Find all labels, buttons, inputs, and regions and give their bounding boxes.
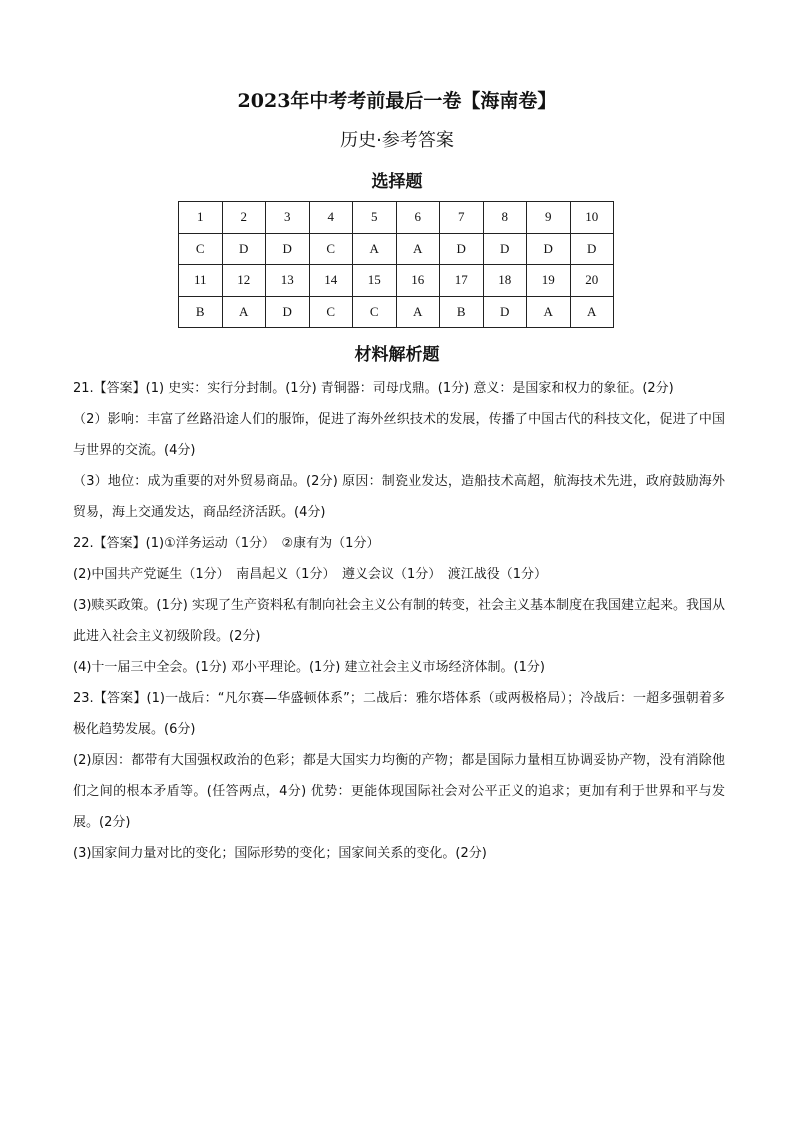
answer-text-body xyxy=(73,373,725,869)
table-cell: C xyxy=(179,233,223,265)
table-row xyxy=(179,265,614,297)
table-cell: C xyxy=(309,233,353,265)
table-cell: 5 xyxy=(353,202,397,234)
answer-paragraph: (2)中国共产党诞生（1分） 南昌起义（1分） 遵义会议（1分） 渡江战役（1分） xyxy=(73,567,547,582)
answer-paragraph: 21.【答案】(1) 史实：实行分封制。(1分) 青铜器：司母戊鼎。(1分) 意义：是国家和权力的象征。(2分) xyxy=(73,381,674,396)
table-cell: A xyxy=(222,296,266,328)
table-cell: 15 xyxy=(353,265,397,297)
table-cell: 20 xyxy=(570,265,614,297)
table-cell: 4 xyxy=(309,202,353,234)
table-row xyxy=(179,296,614,328)
table-cell: C xyxy=(309,296,353,328)
document-subtitle: 历史·参考答案 xyxy=(340,130,454,151)
table-cell: B xyxy=(179,296,223,328)
table-cell: 3 xyxy=(266,202,310,234)
answer-paragraph: (3)赎买政策。(1分) 实现了生产资料私有制向社会主义公有制的转变，社会主义基本制度在我国建立起来。我国从此进入社会主义初级阶段。(2分) xyxy=(73,598,725,644)
table-cell: D xyxy=(483,296,527,328)
answer-paragraph: (3)国家间力量对比的变化；国际形势的变化；国家间关系的变化。(2分) xyxy=(73,846,487,861)
table-cell: 1 xyxy=(179,202,223,234)
answer-paragraph: （2）影响：丰富了丝路沿途人们的服饰，促进了海外丝织技术的发展，传播了中国古代的科技文化，促进了中国与世界的交流。(4分) xyxy=(73,412,725,458)
table-cell: 16 xyxy=(396,265,440,297)
table-cell: 7 xyxy=(440,202,484,234)
section-heading-material: 材料解析题 xyxy=(354,345,440,365)
table-cell: D xyxy=(266,296,310,328)
table-cell: 8 xyxy=(483,202,527,234)
table-cell: D xyxy=(483,233,527,265)
table-cell: 10 xyxy=(570,202,614,234)
table-cell: 18 xyxy=(483,265,527,297)
table-row xyxy=(179,202,614,234)
answer-paragraph: (4)十一届三中全会。(1分) 邓小平理论。(1分) 建立社会主义市场经济体制。(1分) xyxy=(73,660,545,675)
table-cell: 9 xyxy=(527,202,571,234)
answer-paragraph: 22.【答案】(1)①洋务运动（1分） ②康有为（1分） xyxy=(73,536,380,551)
answer-paragraph: 23.【答案】(1)一战后：“凡尔赛—华盛顿体系”；二战后：雅尔塔体系（或两极格局）；冷战后：一超多强朝着多极化趋势发展。(6分) xyxy=(73,691,725,737)
table-cell: D xyxy=(266,233,310,265)
table-cell: 12 xyxy=(222,265,266,297)
answer-paragraph: （3）地位：成为重要的对外贸易商品。(2分) 原因：制瓷业发达，造船技术高超，航海技术先进，政府鼓励海外贸易，海上交通发达，商品经济活跃。(4分) xyxy=(73,474,725,520)
table-cell: B xyxy=(440,296,484,328)
answer-paragraph: (2)原因：都带有大国强权政治的色彩；都是大国实力均衡的产物；都是国际力量相互协调妥协产物，没有消除他们之间的根本矛盾等。(任答两点，4分) 优势：更能体现国际社会对公平正义的追求；更加有利于世界和平与发展。(2分) xyxy=(73,753,725,830)
table-cell: A xyxy=(396,233,440,265)
table-cell: 17 xyxy=(440,265,484,297)
answer-table xyxy=(178,201,614,328)
table-cell: A xyxy=(570,296,614,328)
table-cell: A xyxy=(396,296,440,328)
table-cell: 14 xyxy=(309,265,353,297)
table-cell: D xyxy=(570,233,614,265)
table-row xyxy=(179,233,614,265)
table-cell: C xyxy=(353,296,397,328)
table-cell: A xyxy=(353,233,397,265)
table-cell: 13 xyxy=(266,265,310,297)
table-cell: D xyxy=(527,233,571,265)
section-heading-choice: 选择题 xyxy=(371,172,423,192)
document-title: 2023年中考考前最后一卷【海南卷】 xyxy=(237,90,557,112)
table-cell: D xyxy=(440,233,484,265)
table-cell: 11 xyxy=(179,265,223,297)
table-cell: D xyxy=(222,233,266,265)
table-cell: 6 xyxy=(396,202,440,234)
table-cell: 19 xyxy=(527,265,571,297)
table-cell: 2 xyxy=(222,202,266,234)
table-cell: A xyxy=(527,296,571,328)
